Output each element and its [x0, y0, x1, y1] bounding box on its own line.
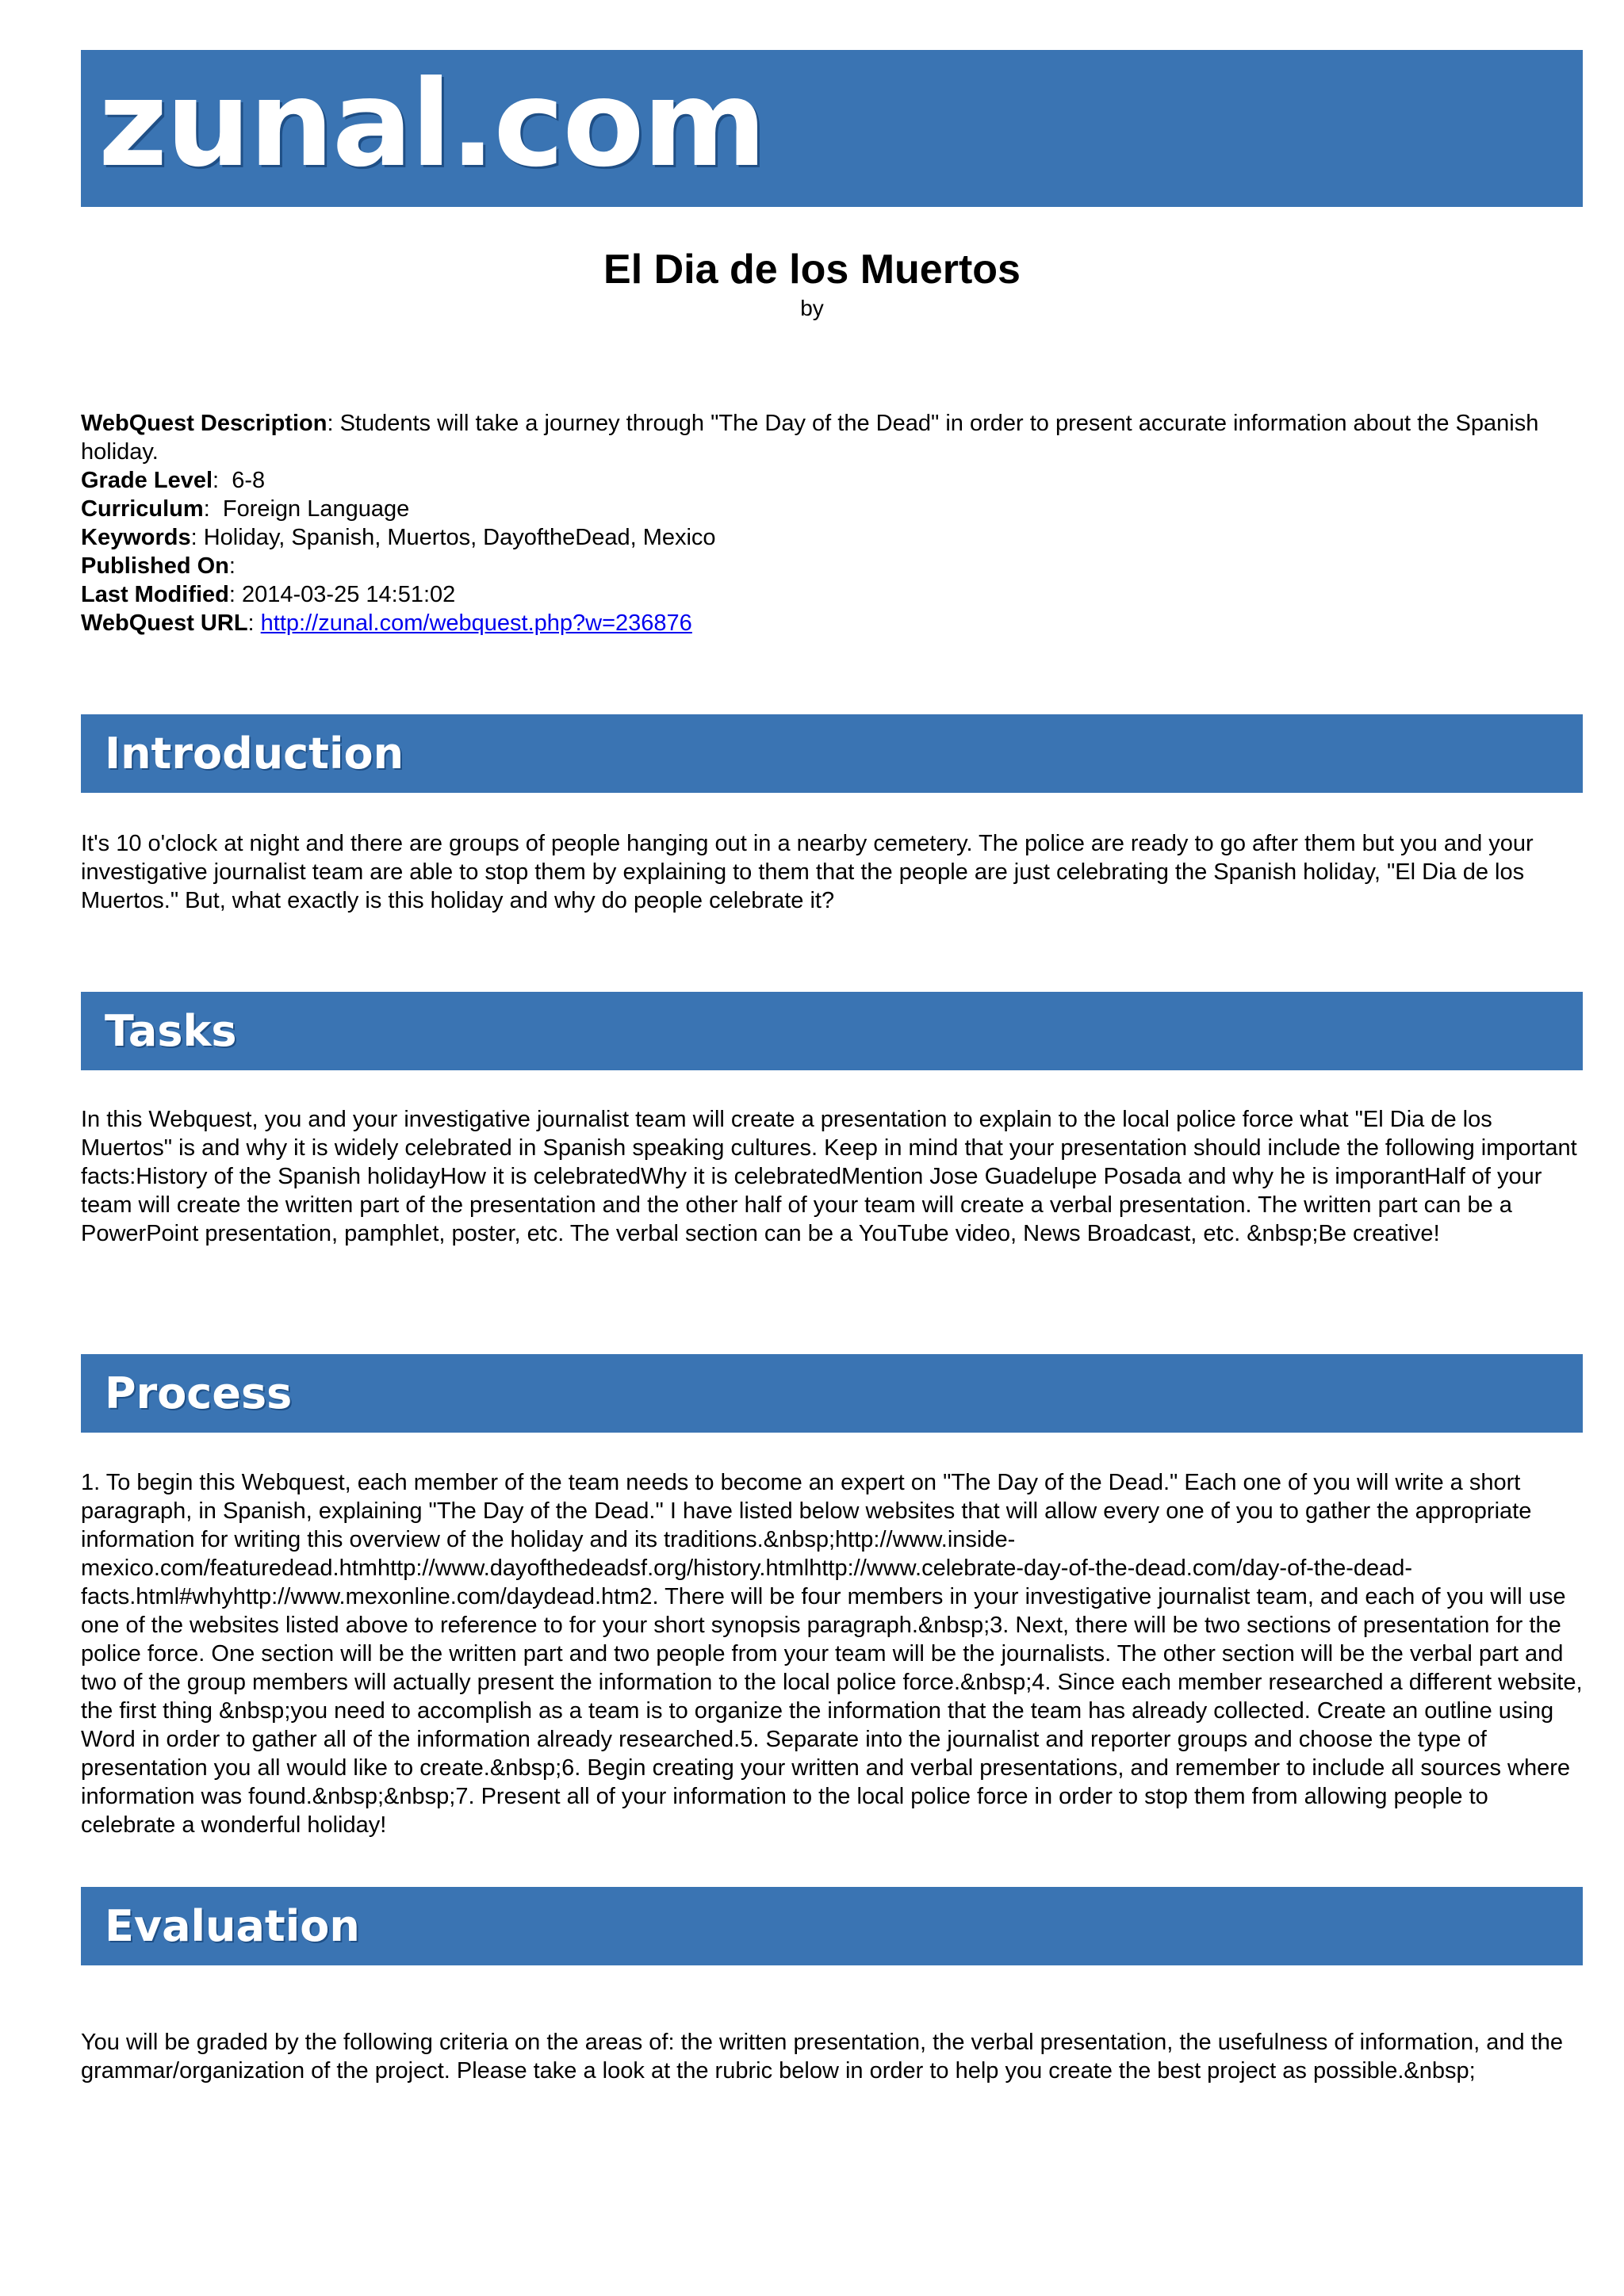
keywords-label: Keywords [81, 525, 191, 550]
process-heading: Process [105, 1368, 293, 1418]
page-title: El Dia de los Muertos [603, 247, 1021, 293]
tasks-heading: Tasks [105, 1006, 237, 1056]
evaluation-text: You will be graded by the following criteria on the areas of: the written presentation, the verbal presentation, the usefulness of information, and the grammar/organization of the project. Please take a look at the rubric below in order to help you create the best project as possible.&nbsp; [81, 2030, 1563, 2084]
last-modified-label: Last Modified [81, 582, 229, 607]
process-text: 1. To begin this Webquest, each member of the team needs to become an expert on "The Day of the Dead." Each one of you will write a short paragraph, in Spanish, explaining "The Day of the Dead." I have listed below websites that will allow every one of you to gather the appropriate information for writing this overview of the holiday and its traditions.&nbsp;http://www.inside-mexico.com/featuredead.htmhttp://www.dayofthedeadsf.org/history.htmlhttp://www.celebrate-day-of-the-dead.com/day-of-the-dead-facts.html#whyhttp://www.mexonline.com/daydead.htm2. There will be four members in your investigative journalist team, and each of you will use one of the websites listed above to reference to for your short synopsis paragraph.&nbsp;3. Next, there will be two sections of presentation for the police force. One section will be the written part and two people from your team will be the journalists. The other section will be the verbal part and two of the group members will actually present the information to the local police force.&nbsp;4. Since each member researched a different website, the first thing &nbsp;you need to accomplish as a team is to organize the information that the team has already collected. Create an outline using Word in order to gather all of the information already researched.5. Separate into the journalist and reporter groups and choose the type of presentation you all would like to create.&nbsp;6. Begin creating your written and verbal presentations, and remember to include all sources where information was found.&nbsp;&nbsp;7. Present all of your information to the local police force in order to stop them from allowing people to celebrate a wonderful holiday! [81, 1470, 1583, 1838]
description-label: WebQuest Description [81, 411, 327, 436]
published-label: Published On [81, 553, 229, 579]
webquest-url-link[interactable]: http://zunal.com/webquest.php?w=236876 [260, 610, 692, 636]
curriculum-value: : Foreign Language [203, 496, 410, 522]
grade-level-value: : 6-8 [213, 468, 266, 493]
published-value: : [228, 553, 236, 579]
keywords-value: : Holiday, Spanish, Muertos, DayoftheDead, Mexico [190, 525, 716, 550]
webquest-url-separator: : [247, 610, 261, 636]
curriculum-label: Curriculum [81, 496, 204, 522]
tasks-text: In this Webquest, you and your investigative journalist team will create a presentation to explain to the local police force what "El Dia de los Muertos" is and why it is widely celebrated in Spanish speaking cultures. Keep in mind that your presentation should include the following important facts:History of the Spanish holidayHow it is celebratedWhy it is celebratedMention Jose Guadelupe Posada and why he is imporantHalf of your team will create the written part of the presentation and the other half of your team will create a verbal presentation. The written part can be a PowerPoint presentation, pamphlet, poster, etc. The verbal section can be a YouTube video, News Broadcast, etc. &nbsp;Be creative! [81, 1107, 1577, 1246]
webquest-url-label: WebQuest URL [81, 610, 248, 636]
tasks-banner [81, 992, 1583, 1070]
webquest-metadata [81, 409, 1583, 637]
introduction-heading: Introduction [105, 729, 404, 779]
zunal-logo-banner [81, 50, 1583, 207]
introduction-text: It's 10 o'clock at night and there are groups of people hanging out in a nearby cemetery. The police are ready to go after them but you and your investigative journalist team are able to stop them by explaining to them that the people are just celebrating the Spanish holiday, "El Dia de los Muertos." But, what exactly is this holiday and why do people celebrate it? [81, 831, 1534, 913]
evaluation-banner [81, 1887, 1583, 1965]
grade-level-label: Grade Level [81, 468, 213, 493]
last-modified-value: : 2014-03-25 14:51:02 [228, 582, 456, 607]
process-banner [81, 1354, 1583, 1433]
description-value: : Students will take a journey through "The Day of the Dead" in order to present accurate information about the Spanish holiday. [81, 411, 1539, 465]
zunal-logo: zunal.com [98, 55, 765, 193]
author-byline: by [800, 296, 824, 320]
introduction-banner [81, 714, 1583, 793]
evaluation-heading: Evaluation [105, 1901, 360, 1951]
